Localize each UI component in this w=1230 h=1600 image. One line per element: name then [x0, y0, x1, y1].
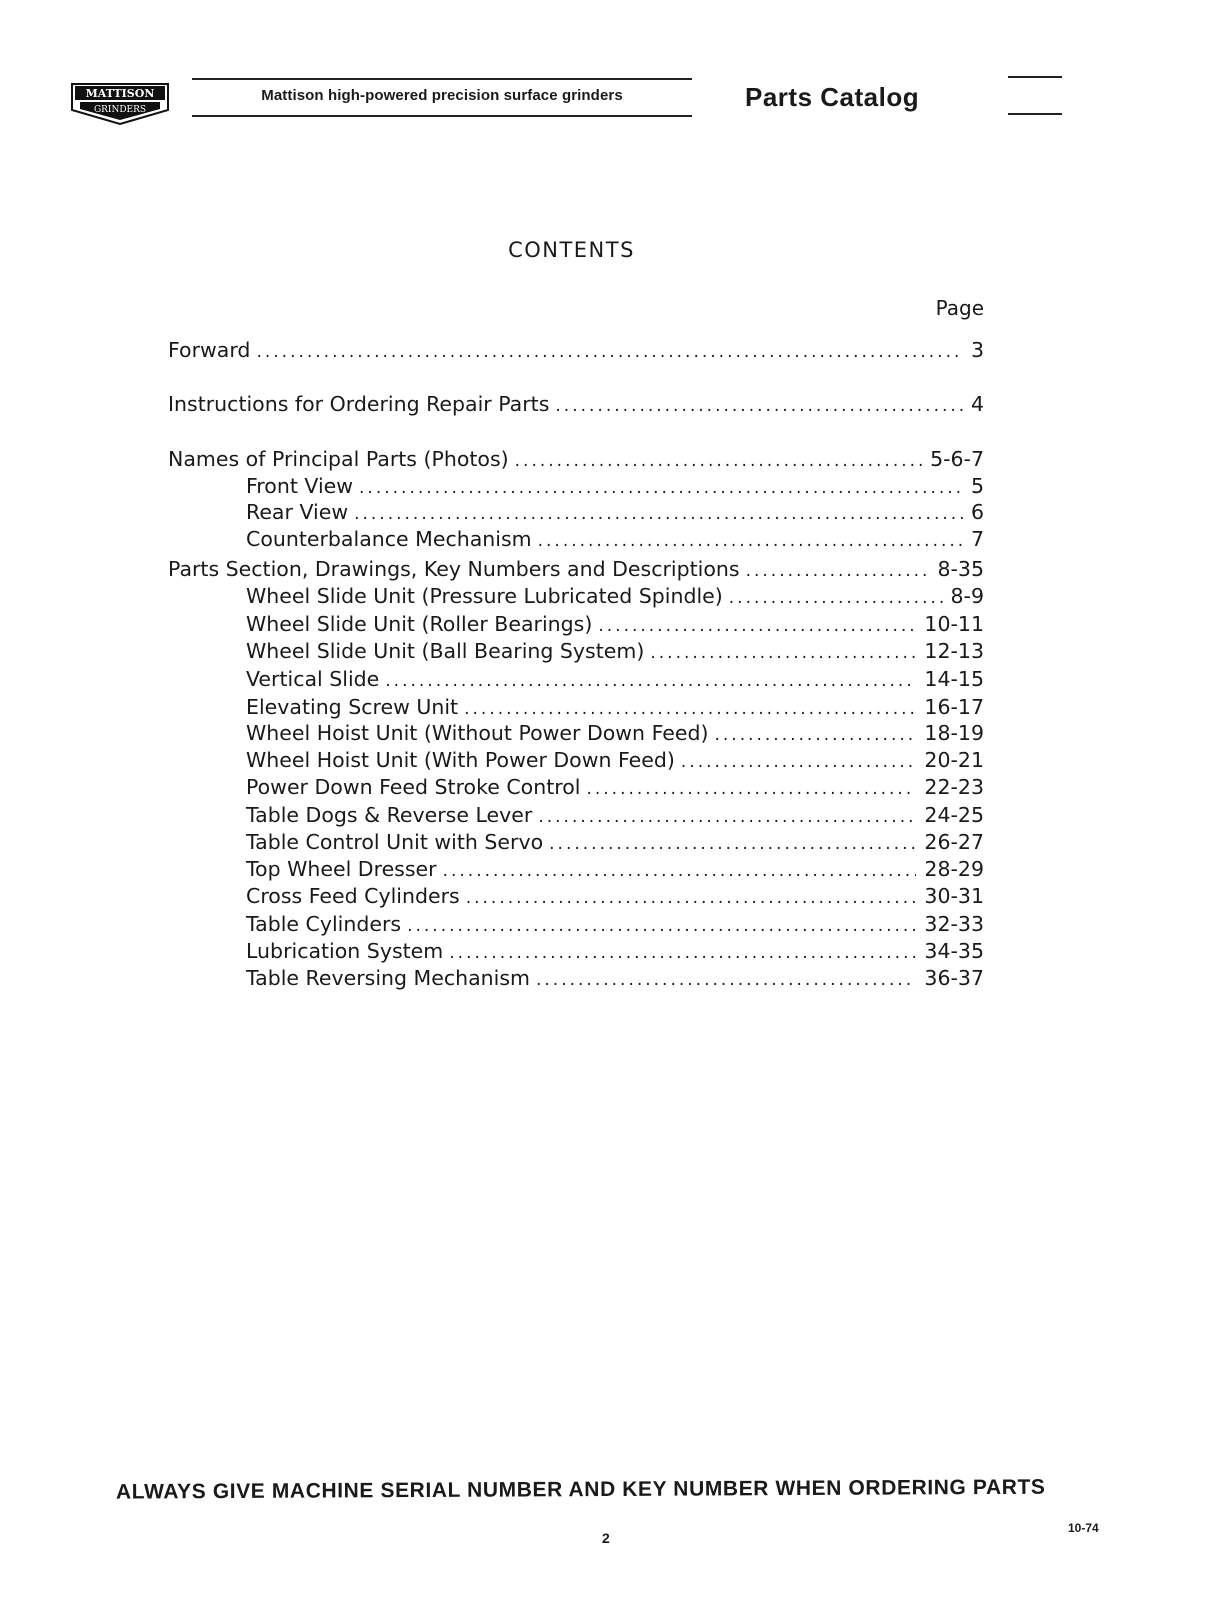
toc-entry-label: Parts Section, Drawings, Key Numbers and Descriptions — [168, 557, 740, 581]
toc-entry-label: Table Dogs & Reverse Lever — [246, 803, 533, 827]
leader-dots — [354, 504, 963, 524]
leader-dots — [449, 943, 916, 963]
leader-dots — [729, 588, 943, 608]
svg-text:MATTISON: MATTISON — [85, 87, 155, 100]
toc-entry-page: 5 — [970, 474, 984, 498]
toc-entry — [168, 447, 984, 471]
toc-entry-page: 14-15 — [924, 667, 984, 691]
leader-dots — [359, 478, 963, 498]
toc-entry — [246, 639, 984, 663]
leader-dots — [650, 643, 916, 663]
toc-entry-page: 10-11 — [924, 612, 984, 636]
toc-entry-label: Names of Principal Parts (Photos) — [168, 447, 509, 471]
toc-entry — [246, 775, 984, 799]
toc-entry-label: Elevating Screw Unit — [246, 695, 459, 719]
toc-entry-label: Rear View — [246, 500, 349, 524]
ordering-notice: ALWAYS GIVE MACHINE SERIAL NUMBER AND KEY NUMBER WHEN ORDERING PARTS — [115, 1475, 1046, 1504]
toc-entry — [168, 338, 984, 362]
leader-dots — [746, 561, 930, 581]
leader-dots — [466, 888, 917, 908]
toc-entry-page: 7 — [970, 527, 984, 551]
toc-entry — [246, 830, 984, 854]
toc-entry-label: Wheel Hoist Unit (Without Power Down Feed) — [246, 721, 709, 745]
leader-dots — [555, 396, 963, 416]
toc-entry — [246, 667, 984, 691]
toc-entry-page: 16-17 — [924, 695, 984, 719]
toc-entry — [246, 966, 984, 990]
toc-entry-label: Instructions for Ordering Repair Parts — [168, 392, 550, 416]
toc-entry-label: Front View — [246, 474, 354, 498]
toc-entry-page: 28-29 — [924, 857, 984, 881]
toc-entry-page: 22-23 — [924, 775, 984, 799]
header-rule-top — [192, 78, 692, 80]
toc-entry-label: Wheel Slide Unit (Ball Bearing System) — [246, 639, 645, 663]
toc-entry — [246, 857, 984, 881]
leader-dots — [549, 834, 916, 854]
toc-entry-page: 20-21 — [924, 748, 984, 772]
leader-dots — [515, 451, 922, 471]
page-column-label: Page — [935, 296, 984, 320]
toc-entry-label: Table Cylinders — [246, 912, 402, 936]
toc-entry-label: Power Down Feed Stroke Control — [246, 775, 581, 799]
toc-entry — [246, 612, 984, 636]
toc-entry-label: Cross Feed Cylinders — [246, 884, 460, 908]
leader-dots — [536, 970, 916, 990]
toc-entry-page: 8-35 — [937, 557, 984, 581]
date-code: 10-74 — [1068, 1521, 1099, 1535]
toc-entry-label: Counterbalance Mechanism — [246, 527, 532, 551]
toc-entry-page: 5-6-7 — [930, 447, 984, 471]
toc-entry-page: 34-35 — [924, 939, 984, 963]
toc-entry-label: Wheel Slide Unit (Roller Bearings) — [246, 612, 593, 636]
toc-entry — [246, 474, 984, 498]
header-tagline: Mattison high-powered precision surface grinders — [261, 87, 623, 104]
leader-dots — [538, 531, 963, 551]
toc-entry — [246, 939, 984, 963]
leader-dots — [714, 725, 916, 745]
toc-entry — [246, 884, 984, 908]
toc-entry — [168, 392, 984, 416]
toc-entry — [168, 557, 984, 581]
toc-entry-label: Lubrication System — [246, 939, 444, 963]
toc-entry — [246, 500, 984, 524]
toc-entry-label: Table Reversing Mechanism — [246, 966, 530, 990]
page-number: 2 — [602, 1530, 610, 1546]
leader-dots — [538, 807, 916, 827]
leader-dots — [464, 699, 916, 719]
toc-entry-page: 32-33 — [924, 912, 984, 936]
toc-entry-label: Top Wheel Dresser — [246, 857, 437, 881]
toc-entry — [246, 748, 984, 772]
toc-entry-page: 8-9 — [950, 584, 984, 608]
toc-entry — [246, 912, 984, 936]
toc-entry-page: 3 — [970, 338, 984, 362]
leader-dots — [385, 671, 916, 691]
toc-entry — [246, 721, 984, 745]
header-rule-bottom — [192, 115, 692, 117]
toc-entry — [246, 695, 984, 719]
leader-dots — [681, 752, 917, 772]
toc-entry — [246, 584, 984, 608]
toc-entry-page: 18-19 — [924, 721, 984, 745]
toc-entry — [246, 803, 984, 827]
toc-entry-page: 24-25 — [924, 803, 984, 827]
toc-entry — [246, 527, 984, 551]
leader-dots — [586, 779, 916, 799]
toc-entry-page: 30-31 — [924, 884, 984, 908]
toc-entry-label: Table Control Unit with Servo — [246, 830, 544, 854]
side-rule-top — [1008, 76, 1062, 78]
toc-entry-page: 36-37 — [924, 966, 984, 990]
contents-heading: CONTENTS — [508, 238, 635, 262]
toc-entry-page: 26-27 — [924, 830, 984, 854]
toc-entry-page: 4 — [970, 392, 984, 416]
leader-dots — [256, 342, 963, 362]
svg-text:GRINDERS: GRINDERS — [93, 105, 147, 115]
leader-dots — [598, 616, 916, 636]
toc-entry-label: Forward — [168, 338, 251, 362]
leader-dots — [407, 916, 916, 936]
toc-entry-label: Wheel Slide Unit (Pressure Lubricated Spindle) — [246, 584, 723, 608]
toc-entry-label: Vertical Slide — [246, 667, 380, 691]
catalog-title: Parts Catalog — [745, 82, 920, 112]
mattison-grinders-logo — [70, 80, 170, 128]
leader-dots — [443, 861, 917, 881]
toc-entry-label: Wheel Hoist Unit (With Power Down Feed) — [246, 748, 675, 772]
toc-entry-page: 12-13 — [924, 639, 984, 663]
toc-entry-page: 6 — [970, 500, 984, 524]
side-rule-bottom — [1008, 113, 1062, 115]
